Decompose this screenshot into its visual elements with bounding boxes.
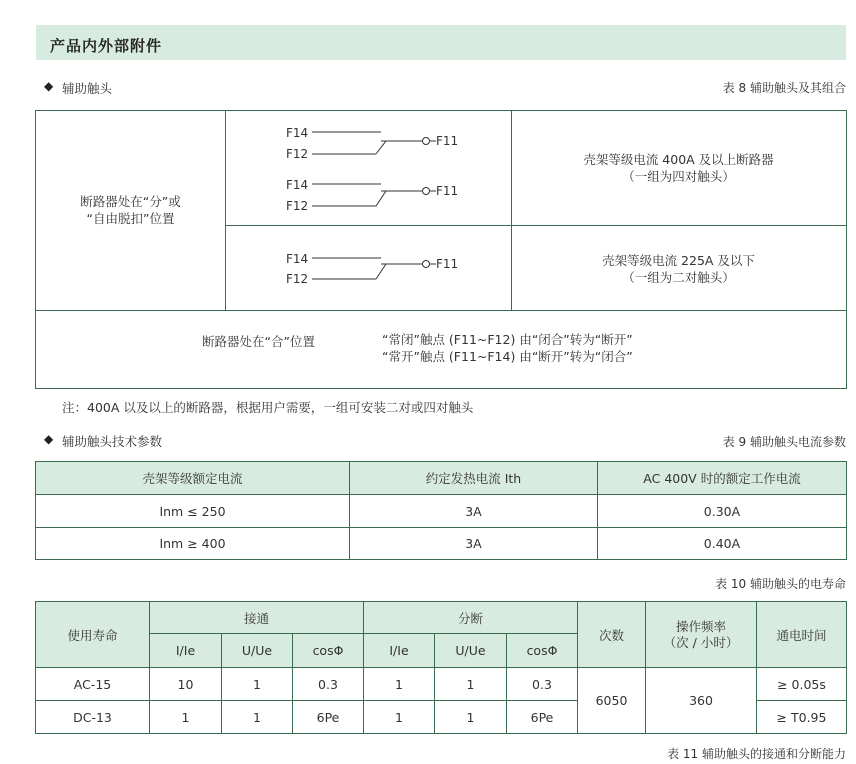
header-energize-time: 通电时间	[757, 602, 847, 668]
open-position-line2: “自由脱扣”位置	[86, 211, 175, 226]
value-cell: 1	[364, 701, 435, 734]
sub-header-cell: cosΦ	[507, 634, 578, 668]
header-make: 接通	[150, 602, 364, 634]
table9-cell: Inm ≤ 250	[36, 495, 350, 528]
table9	[35, 461, 847, 560]
label-f14: F14	[286, 126, 309, 140]
header-frequency-line2: （次 / 小时）	[663, 634, 739, 650]
contact-group-2	[286, 178, 458, 213]
contact-diagram-two-pairs	[226, 226, 511, 310]
closed-position-description	[382, 331, 633, 365]
value-cell: 10	[150, 668, 222, 701]
sub-header-cell: cosΦ	[293, 634, 364, 668]
open-position-line1: 断路器处在“分”或	[80, 194, 181, 209]
diamond-bullet-icon: ◆	[44, 432, 54, 446]
value-cell: 0.3	[507, 668, 578, 701]
label-f12: F12	[286, 147, 309, 161]
row1-description	[512, 151, 845, 185]
contact-group-1	[286, 126, 458, 161]
section-title-tech-params: 辅助触头技术参数	[62, 434, 163, 449]
row2-line2: （一组为二对触头）	[622, 270, 735, 285]
table9-header-cell: 壳架等级额定电流	[36, 462, 350, 495]
value-cell: 1	[435, 701, 507, 734]
label-f11: F11	[436, 134, 459, 148]
table8-caption: 表 8 辅助触头及其组合	[722, 81, 846, 95]
header-life: 使用寿命	[36, 602, 150, 668]
table9-cell: 0.40A	[598, 528, 847, 560]
page-title: 产品内外部附件	[50, 37, 163, 55]
row1-line1: 壳架等级电流 400A 及以上断路器	[583, 152, 774, 167]
header-frequency-line1: 操作频率	[675, 618, 726, 634]
label-f11: F11	[436, 257, 459, 271]
header-frequency	[646, 602, 757, 668]
closed-position-label: 断路器处在“合”位置	[202, 334, 315, 349]
sub-header-cell: U/Ue	[435, 634, 507, 668]
value-cell: 6Pe	[293, 701, 364, 734]
value-cell: 1	[222, 701, 293, 734]
label-f11: F11	[436, 184, 459, 198]
table9-header-cell: 约定发热电流 Ith	[350, 462, 598, 495]
row2-line1: 壳架等级电流 225A 及以下	[602, 253, 755, 268]
open-position-cell	[36, 193, 225, 227]
label-f14: F14	[286, 252, 309, 266]
category-cell: AC-15	[36, 668, 150, 701]
value-cell: 0.3	[293, 668, 364, 701]
row2-description	[512, 252, 845, 286]
value-cell: 1	[222, 668, 293, 701]
table-row	[36, 668, 847, 701]
note-text: 注：400A 以及以上的断路器，根据用户需要，一组可安装二对或四对触头	[62, 400, 474, 415]
row1-line2: （一组为四对触头）	[622, 169, 735, 184]
sub-header-cell: U/Ue	[222, 634, 293, 668]
header-break: 分断	[364, 602, 578, 634]
frequency-cell: 360	[646, 668, 757, 734]
time-cell: ≥ T0.95	[757, 701, 847, 734]
diamond-bullet-icon: ◆	[44, 79, 54, 93]
category-cell: DC-13	[36, 701, 150, 734]
label-f12: F12	[286, 272, 309, 286]
value-cell: 6Pe	[507, 701, 578, 734]
sub-header-cell: I/Ie	[150, 634, 222, 668]
time-cell: ≥ 0.05s	[757, 668, 847, 701]
value-cell: 1	[364, 668, 435, 701]
value-cell: 1	[150, 701, 222, 734]
header-count: 次数	[578, 602, 646, 668]
table10	[35, 601, 847, 734]
value-cell: 1	[435, 668, 507, 701]
count-cell: 6050	[578, 668, 646, 734]
table9-cell: 3A	[350, 495, 598, 528]
table9-caption: 表 9 辅助触头电流参数	[722, 435, 846, 449]
table9-header-cell: AC 400V 时的额定工作电流	[598, 462, 847, 495]
table-row	[36, 495, 847, 528]
closed-line1: “常闭”触点 (F11~F12) 由“闭合”转为“断开”	[382, 332, 633, 347]
table9-cell: 3A	[350, 528, 598, 560]
closed-line2: “常开”触点 (F11~F14) 由“断开”转为“闭合”	[382, 349, 633, 364]
table-row	[36, 528, 847, 560]
label-f14: F14	[286, 178, 309, 192]
section-title-aux-contacts: 辅助触头	[62, 81, 113, 96]
label-f12: F12	[286, 199, 309, 213]
table9-cell: 0.30A	[598, 495, 847, 528]
table11-caption: 表 11 辅助触头的接通和分断能力	[667, 747, 846, 761]
table10-caption: 表 10 辅助触头的电寿命	[715, 577, 846, 591]
contact-diagram-four-pairs	[226, 111, 511, 225]
table9-cell: Inm ≥ 400	[36, 528, 350, 560]
sub-header-cell: I/Ie	[364, 634, 435, 668]
